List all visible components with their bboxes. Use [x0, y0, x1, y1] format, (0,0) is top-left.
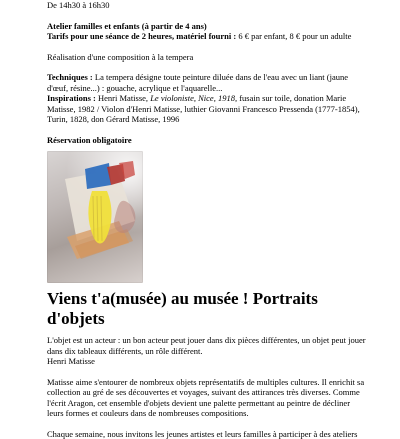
techniques-label: Techniques :	[47, 72, 93, 82]
section-heading: Viens t'a(musée) au musée ! Portraits d'objets	[47, 289, 367, 329]
pricing-line	[47, 31, 367, 42]
spacer	[47, 367, 367, 377]
spacer	[47, 125, 367, 135]
paragraph-text: Matisse aime s'entourer de nombreux objets représentatifs de multiples cultures. Il enrichit sa collection au gré de ses découvertes et voyages, suivant des attirances très diverses. Comme l'écrit Aragon, cet ensemble d'objets devient une palette permettant au peintre de décliner leurs formes et couleurs dans de nombreuses compositions.	[47, 377, 367, 419]
inspirations-rest: fusain sur toile, donation Marie Matisse, 1982 / Violon d'Henri Matisse, luthier Giovanni Francesco Pressenda (1777-1854), Turin, 1828, don Gérard Matisse, 1996	[47, 93, 360, 124]
inspirations-prefix: Henri Matisse,	[98, 93, 148, 103]
pricing-label: Tarifs pour une séance de 2 heures, matériel fourni :	[47, 31, 236, 41]
quote-text: L'objet est un acteur : un bon acteur peut jouer dans dix pièces différentes, un objet peut jouer dans dix tableaux différents, un rôle différent.	[47, 335, 367, 356]
quote-author: Henri Matisse	[47, 356, 367, 367]
pricing-value: 6 € par enfant, 8 € pour un adulte	[238, 31, 351, 41]
realisation-text: Réalisation d'une composition à la tempera	[47, 52, 367, 63]
spacer	[47, 42, 367, 52]
reservation-note: Réservation obligatoire	[47, 135, 367, 146]
inspirations-label: Inspirations :	[47, 93, 96, 103]
blue-top-shape	[85, 163, 111, 189]
time-line: De 14h30 à 16h30	[47, 0, 367, 11]
spacer	[47, 11, 367, 21]
workshop-photo	[47, 151, 143, 283]
spacer	[47, 419, 367, 429]
spacer	[47, 62, 367, 72]
inspirations-line	[47, 93, 367, 125]
techniques-line	[47, 72, 367, 93]
inspirations-italic: Le violoniste, Nice, 1918,	[150, 93, 237, 103]
workshop-photo-illustration	[47, 151, 143, 283]
techniques-text: La tempera désigne toute peinture diluée dans de l'eau avec un liant (jaune d'œuf, résine...) : gouache, acrylique et l'aquarelle...	[47, 72, 348, 93]
workshop-title: Atelier familles et enfants (à partir de 4 ans)	[47, 21, 367, 32]
paragraph-cut-text: Chaque semaine, nous invitons les jeunes artistes et leurs familles à participer à des ateliers	[47, 429, 367, 439]
document-page	[47, 0, 367, 439]
